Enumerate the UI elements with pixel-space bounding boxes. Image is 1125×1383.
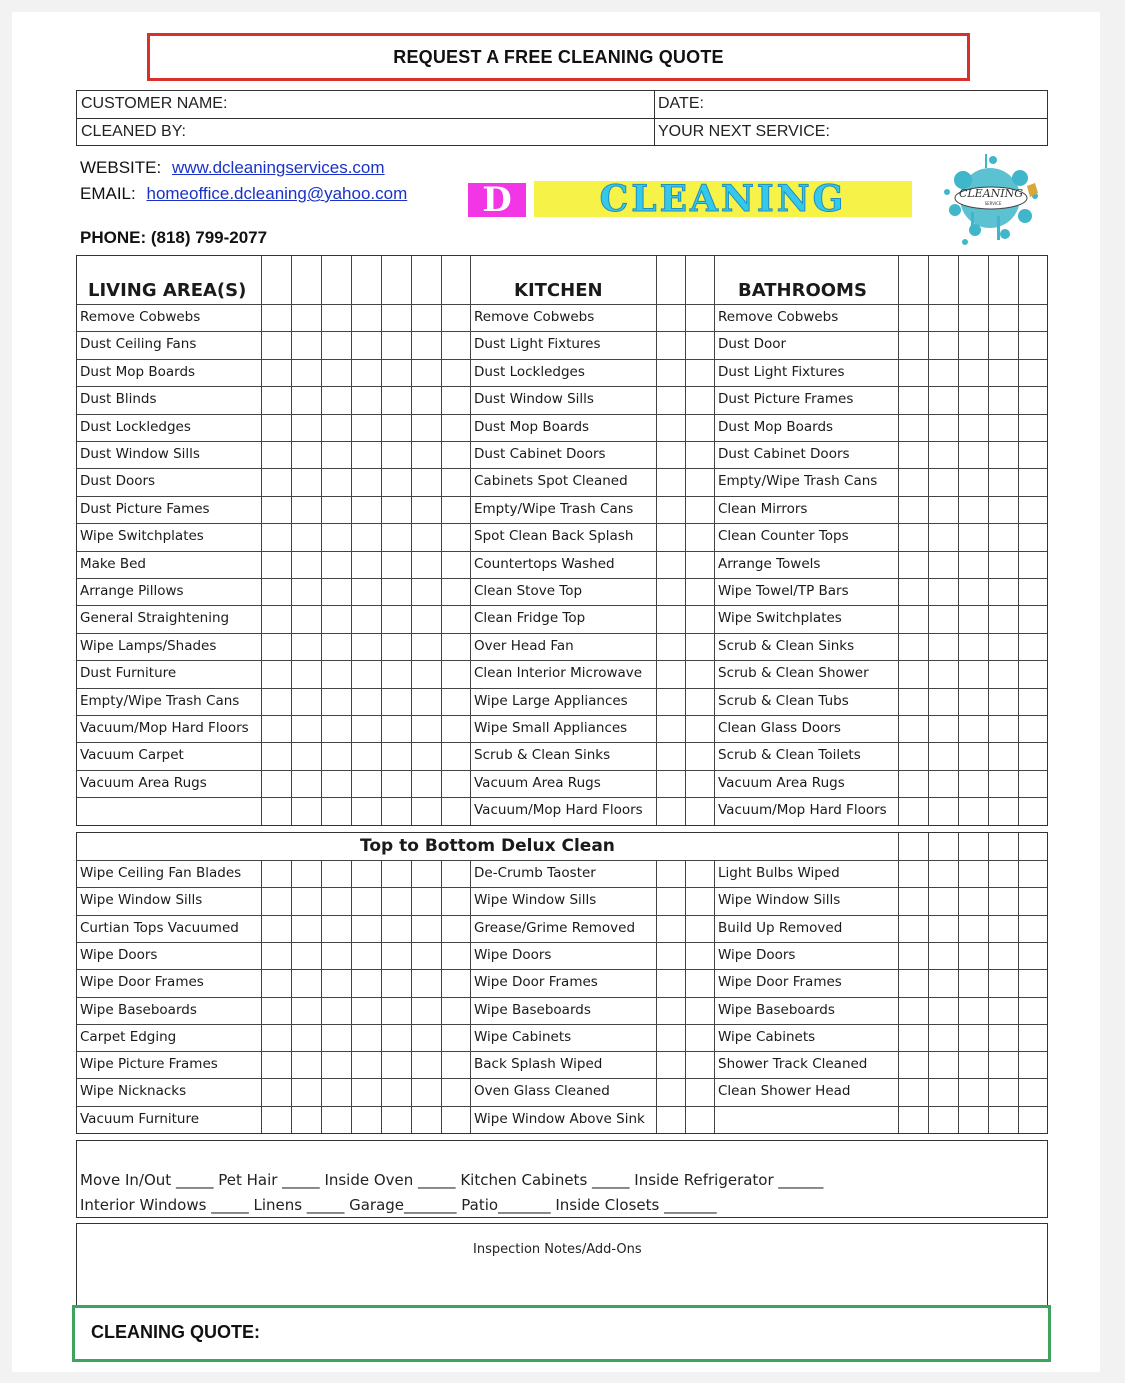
list-item: Wipe Window Sills (474, 892, 597, 909)
list-item: Dust Mop Boards (474, 418, 590, 435)
grid-hline (77, 414, 1047, 415)
website-link[interactable]: www.dcleaningservices.com (171, 158, 385, 177)
email-line: EMAIL: homeoffice.dcleaning@yahoo.com (80, 184, 408, 203)
svg-text:CLEANING: CLEANING (958, 187, 1024, 200)
list-item: Wipe Picture Frames (80, 1056, 218, 1073)
list-item: Dust Light Fixtures (474, 336, 601, 353)
grid-hline (77, 797, 1047, 798)
list-item: Wipe Window Above Sink (474, 1110, 645, 1127)
grid-vline (898, 256, 899, 825)
list-item: Wipe Cabinets (474, 1028, 572, 1045)
grid-vline (381, 256, 382, 825)
grid-hline (77, 887, 1047, 888)
list-item: Dust Doors (80, 473, 156, 490)
grid-vline (714, 860, 715, 1133)
extra-services-box (76, 1140, 1048, 1218)
list-item: Dust Window Sills (80, 446, 200, 462)
grid-hline (77, 1106, 1047, 1107)
grid-vline (958, 256, 959, 825)
grid-hline (77, 688, 1047, 689)
grid-hline (77, 997, 1047, 998)
list-item: Dust Cabinet Doors (474, 446, 606, 462)
list-item: Clean Interior Microwave (474, 665, 643, 682)
extra-services-line-1: Move In/Out _____ Pet Hair _____ Inside Oven _____ Kitchen Cabinets _____ Inside Refrigerator ______ (80, 1171, 824, 1189)
list-item: Dust Mop Boards (718, 418, 834, 435)
cleaning-quote-box[interactable] (72, 1305, 1051, 1362)
list-item: Dust Picture Fames (80, 500, 210, 517)
grid-hline (77, 942, 1047, 943)
form-title: REQUEST A FREE CLEANING QUOTE (147, 33, 970, 81)
deluxe-grid (76, 832, 1048, 1134)
website-line: WEBSITE: www.dcleaningservices.com (80, 158, 385, 177)
list-item: Clean Stove Top (474, 583, 583, 599)
grid-vline (1018, 256, 1019, 825)
list-item: Scrub & Clean Toilets (718, 747, 861, 764)
list-item: Remove Cobwebs (718, 309, 839, 325)
list-item: Dust Ceiling Fans (80, 336, 197, 353)
grid-hline (77, 304, 1047, 305)
list-item: Vacuum Carpet (80, 747, 184, 764)
grid-vline (1018, 833, 1019, 1133)
list-item: Wipe Door Frames (474, 974, 598, 991)
list-item: Vacuum Area Rugs (718, 774, 845, 791)
grid-vline (928, 256, 929, 825)
list-item: Dust Mop Boards (80, 363, 196, 380)
grid-hline (77, 331, 1047, 332)
grid-vline (470, 256, 471, 825)
list-item: Wipe Switchplates (718, 610, 842, 627)
list-item: Empty/Wipe Trash Cans (718, 473, 878, 490)
inspection-notes-box[interactable] (76, 1223, 1048, 1307)
list-item: Clean Fridge Top (474, 610, 586, 627)
grid-vline (988, 833, 989, 1133)
list-item: Carpet Edging (80, 1028, 177, 1045)
grid-vline (261, 256, 262, 825)
list-item: Light Bulbs Wiped (718, 865, 840, 881)
list-item: Remove Cobwebs (474, 309, 595, 325)
grid-vline (321, 256, 322, 825)
list-item: Wipe Baseboards (80, 1001, 197, 1018)
grid-vline (321, 860, 322, 1133)
svg-text:SERVICE: SERVICE (984, 201, 1002, 206)
grid-vline (656, 860, 657, 1133)
cleaning-quote-label: CLEANING QUOTE: (91, 1322, 260, 1342)
list-item: Scrub & Clean Tubs (718, 692, 849, 709)
list-item: Wipe Lamps/Shades (80, 637, 217, 654)
grid-hline (77, 742, 1047, 743)
email-link[interactable]: homeoffice.dcleaning@yahoo.com (146, 184, 408, 203)
list-item: Scrub & Clean Sinks (474, 747, 611, 764)
grid-vline (381, 860, 382, 1133)
list-item: Clean Glass Doors (718, 720, 841, 736)
list-item: De-Crumb Taoster (474, 865, 596, 881)
list-item: Scrub & Clean Shower (718, 665, 869, 682)
list-item: Arrange Towels (718, 555, 821, 572)
grid-vline (411, 860, 412, 1133)
checklist-grid (76, 255, 1048, 826)
list-item: Arrange Pillows (80, 583, 184, 599)
grid-hline (77, 386, 1047, 387)
list-item: Wipe Doors (474, 946, 552, 963)
grid-hline (77, 633, 1047, 634)
list-item: Wipe Small Appliances (474, 720, 628, 736)
list-item: Empty/Wipe Trash Cans (80, 692, 240, 709)
list-item: Shower Track Cleaned (718, 1056, 868, 1073)
next-service-label: YOUR NEXT SERVICE: (658, 123, 830, 140)
grid-vline (685, 256, 686, 825)
grid-hline (77, 715, 1047, 716)
list-item: Wipe Doors (718, 946, 796, 963)
list-item: Wipe Door Frames (80, 974, 204, 991)
grid-vline (714, 256, 715, 825)
grid-vline (441, 256, 442, 825)
list-item: Make Bed (80, 555, 146, 572)
list-item: Wipe Ceiling Fan Blades (80, 865, 242, 881)
grid-hline (77, 770, 1047, 771)
list-item: Countertops Washed (474, 555, 615, 572)
list-item: Dust Door (718, 336, 787, 353)
inspection-notes-label: Inspection Notes/Add-Ons (473, 1242, 642, 1257)
customer-name-label: CUSTOMER NAME: (81, 95, 228, 112)
list-item: Dust Cabinet Doors (718, 446, 850, 462)
grid-vline (351, 860, 352, 1133)
grid-hline (77, 441, 1047, 442)
list-item: Wipe Cabinets (718, 1028, 816, 1045)
grid-hline (77, 1051, 1047, 1052)
grid-vline (898, 833, 899, 1133)
grid-hline (77, 605, 1047, 606)
living-area-heading: LIVING AREA(S) (88, 280, 247, 301)
grid-vline (411, 256, 412, 825)
grid-vline (685, 860, 686, 1133)
phone-number: PHONE: (818) 799-2077 (80, 228, 268, 247)
list-item: Spot Clean Back Splash (474, 528, 634, 545)
list-item: Dust Window Sills (474, 391, 594, 408)
grid-hline (77, 578, 1047, 579)
list-item: Vacuum Furniture (80, 1110, 200, 1127)
list-item: Vacuum Area Rugs (80, 774, 207, 791)
grid-hline (77, 969, 1047, 970)
list-item: Empty/Wipe Trash Cans (474, 500, 634, 517)
grid-vline (958, 833, 959, 1133)
grid-hline (77, 496, 1047, 497)
kitchen-heading: KITCHEN (514, 280, 603, 301)
grid-hline (77, 915, 1047, 916)
list-item: Cabinets Spot Cleaned (474, 473, 628, 490)
list-item: Over Head Fan (474, 637, 574, 654)
extra-services-line-2: Interior Windows _____ Linens _____ Garage_______ Patio_______ Inside Closets _______ (80, 1196, 717, 1214)
grid-hline (77, 523, 1047, 524)
list-item: Wipe Window Sills (718, 892, 841, 909)
grid-hline (77, 1078, 1047, 1079)
logo-d-block: D (468, 183, 526, 217)
list-item: Grease/Grime Removed (474, 919, 636, 936)
bathrooms-heading: BATHROOMS (738, 280, 867, 301)
list-item: Clean Shower Head (718, 1083, 851, 1100)
grid-hline (77, 660, 1047, 661)
list-item: Vacuum Area Rugs (474, 774, 601, 791)
cleaned-by-label: CLEANED BY: (81, 123, 186, 140)
list-item: Vacuum/Mop Hard Floors (80, 720, 249, 736)
date-label: DATE: (658, 95, 704, 112)
customer-info-table (76, 90, 1048, 146)
grid-vline (988, 256, 989, 825)
list-item: Wipe Large Appliances (474, 692, 628, 709)
list-item: Wipe Window Sills (80, 892, 203, 909)
grid-hline (77, 860, 1047, 861)
list-item: Build Up Removed (718, 919, 843, 936)
list-item: Vacuum/Mop Hard Floors (718, 802, 887, 819)
list-item: Clean Counter Tops (718, 528, 849, 545)
list-item: Dust Furniture (80, 665, 177, 682)
grid-hline (77, 551, 1047, 552)
list-item: Wipe Towel/TP Bars (718, 583, 849, 599)
list-item: Wipe Switchplates (80, 528, 204, 545)
list-item: Scrub & Clean Sinks (718, 637, 855, 654)
list-item: Curtian Tops Vacuumed (80, 919, 239, 936)
list-item: Dust Lockledges (80, 418, 191, 435)
list-item: Wipe Baseboards (718, 1001, 835, 1018)
grid-vline (656, 256, 657, 825)
grid-hline (77, 359, 1047, 360)
list-item: Back Splash Wiped (474, 1056, 603, 1073)
grid-vline (441, 860, 442, 1133)
list-item: Vacuum/Mop Hard Floors (474, 802, 643, 819)
cleaning-service-badge-icon (935, 150, 1045, 248)
grid-vline (261, 860, 262, 1133)
list-item: Remove Cobwebs (80, 309, 201, 325)
list-item: Wipe Nicknacks (80, 1083, 187, 1100)
list-item: Oven Glass Cleaned (474, 1083, 610, 1100)
logo-cleaning-wordmark: CLEANING (534, 181, 912, 217)
list-item: Dust Lockledges (474, 363, 585, 380)
grid-hline (77, 1024, 1047, 1025)
deluxe-heading: Top to Bottom Delux Clean (360, 836, 615, 856)
list-item: Clean Mirrors (718, 500, 808, 517)
list-item: Wipe Doors (80, 946, 158, 963)
grid-vline (928, 833, 929, 1133)
grid-hline (77, 468, 1047, 469)
grid-vline (351, 256, 352, 825)
list-item: Wipe Baseboards (474, 1001, 591, 1018)
list-item: Dust Light Fixtures (718, 363, 845, 380)
grid-vline (470, 860, 471, 1133)
grid-vline (291, 256, 292, 825)
list-item: Wipe Door Frames (718, 974, 842, 991)
list-item: Dust Picture Frames (718, 391, 854, 408)
list-item: Dust Blinds (80, 391, 157, 408)
grid-vline (291, 860, 292, 1133)
list-item: General Straightening (80, 610, 230, 627)
